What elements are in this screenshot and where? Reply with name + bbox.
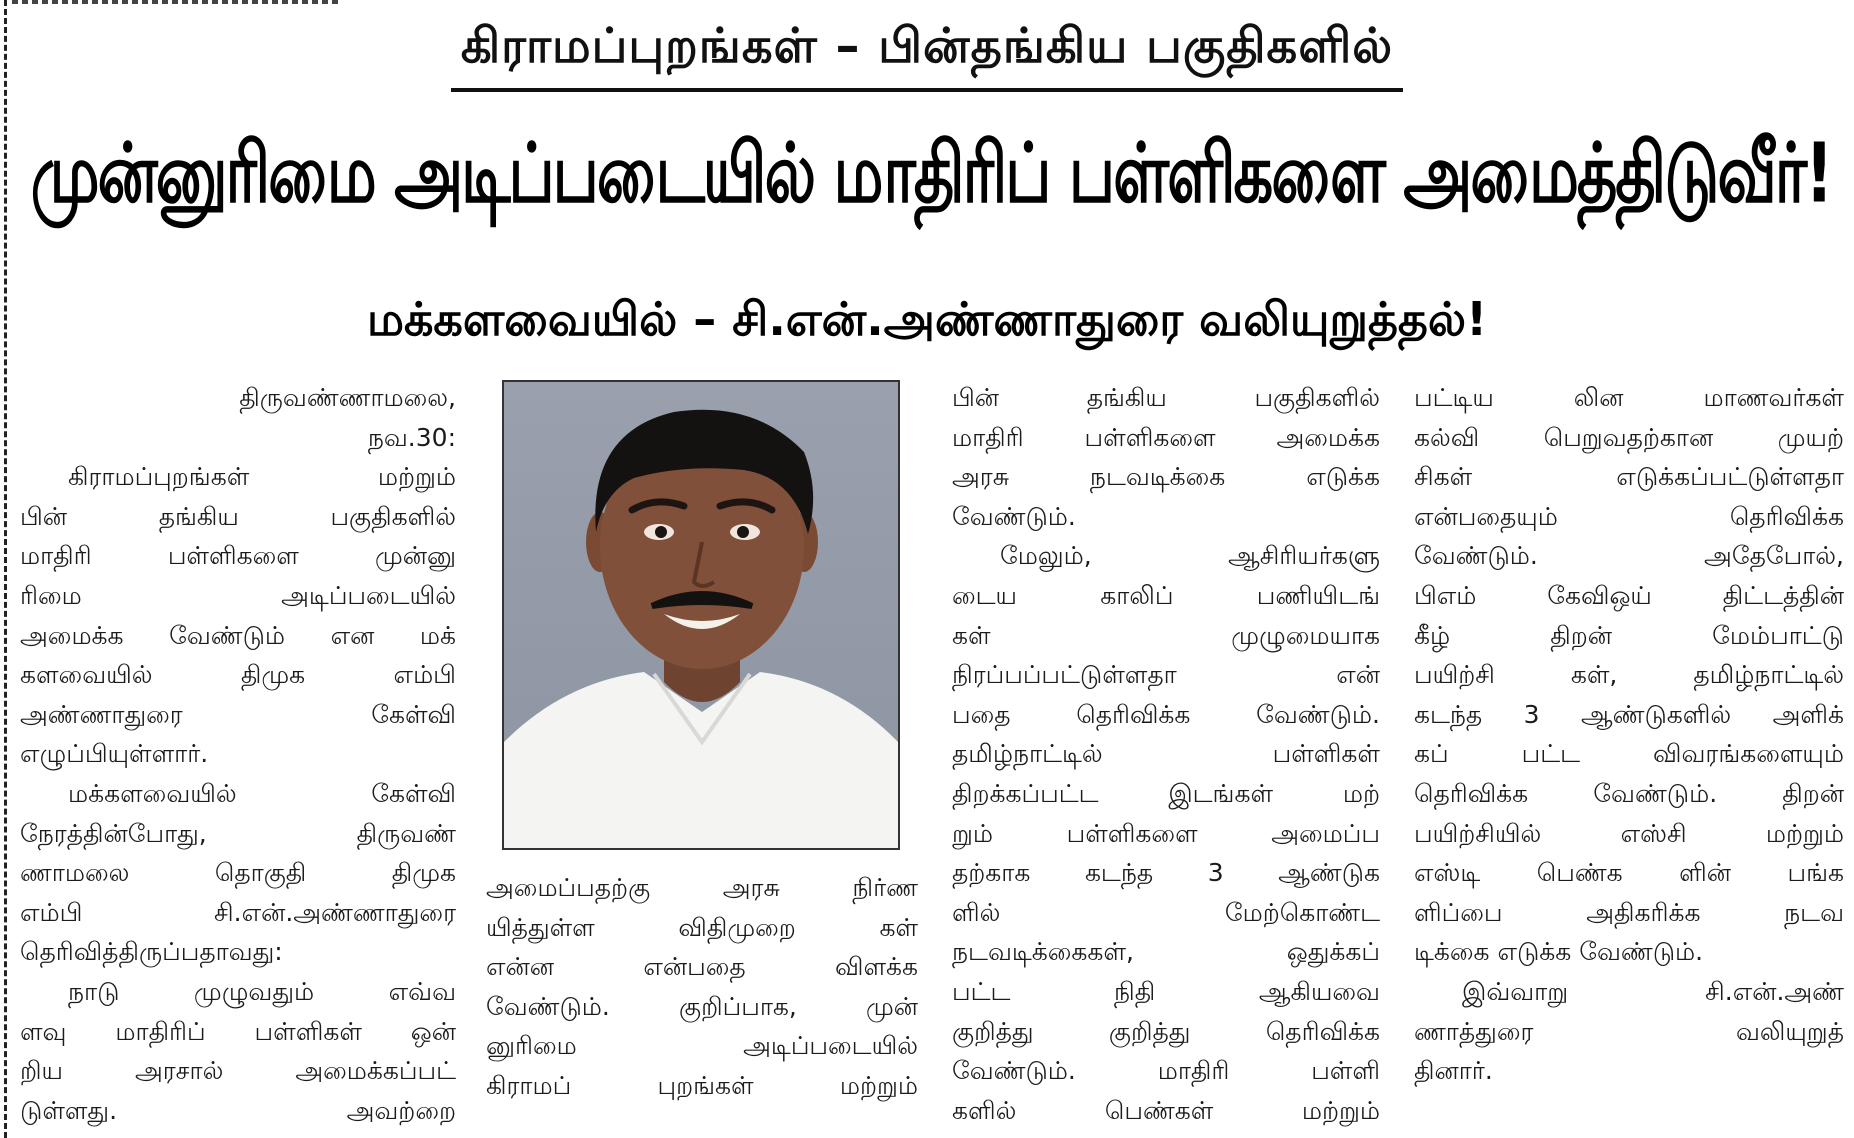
body-line: அரசு நடவடிக்கை எடுக்க: [952, 462, 1380, 492]
body-line: பதை தெரிவிக்க வேண்டும்.: [952, 699, 1380, 729]
body-line: மாதிரி பள்ளிகளை முன்னு: [20, 541, 456, 571]
body-line: குறித்து குறித்து தெரிவிக்க: [952, 1016, 1380, 1046]
body-line: ளவு மாதிரிப் பள்ளிகள் ஒன்: [20, 1016, 456, 1046]
body-line: கப் பட்ட விவரங்களையும்: [1414, 739, 1844, 769]
portrait-illustration: [504, 382, 898, 848]
dateline-place: திருவண்ணாமலை,: [239, 383, 456, 412]
kicker-headline: கிராமப்புறங்கள் – பின்தங்கிய பகுதிகளில்: [451, 18, 1403, 92]
article-column-2: [486, 868, 918, 1106]
body-line: தினார்.: [1414, 1056, 1493, 1086]
body-line: ரிமை அடிப்படையில்: [20, 580, 456, 610]
body-line: பட்டிய லின மாணவர்கள்: [1414, 383, 1844, 412]
body-line: பிஎம் கேவிஒய் திட்டத்தின்: [1414, 580, 1844, 610]
body-line: திறக்கப்பட்ட இடங்கள் மற்: [952, 778, 1380, 808]
body-line: தமிழ்நாட்டில் பள்ளிகள்: [952, 739, 1380, 769]
body-line: யித்துள்ள விதிமுறை கள்: [486, 912, 918, 942]
body-line: மக்களவையில் கேள்வி: [68, 778, 456, 808]
body-line: களில் பெண்கள் மற்றும்: [952, 1095, 1380, 1125]
body-line: ளில் மேற்கொண்ட: [952, 897, 1380, 927]
article-column-1: [20, 378, 456, 1130]
body-line: வேண்டும். மாதிரி பள்ளி: [952, 1056, 1380, 1086]
body-line: ளிப்பை அதிகரிக்க நடவ: [1414, 897, 1844, 927]
body-line: மேலும், ஆசிரியர்களு: [1000, 541, 1380, 571]
dateline-date: நவ.30:: [367, 422, 456, 452]
body-line: டுள்ளது. அவற்றை: [20, 1095, 456, 1125]
body-line: கிராமப் புறங்கள் மற்றும்: [486, 1070, 918, 1100]
body-line: நிரப்பப்பட்டுள்ளதா என்: [952, 660, 1380, 690]
article-column-3: [952, 378, 1380, 1130]
body-line: வேண்டும். குறிப்பாக, முன்: [486, 991, 918, 1021]
main-headline: முன்னுரிமை அடிப்படையில் மாதிரிப் பள்ளிகளை அமைத்திடுவீர்!: [30, 125, 1832, 222]
portrait-photo: [502, 380, 900, 850]
body-line: றும் பள்ளிகளை அமைப்ப: [952, 818, 1380, 848]
body-line: ணாத்துரை வலியுறுத்: [1414, 1016, 1844, 1046]
body-line: என்ன என்பதை விளக்க: [486, 952, 918, 982]
body-line: என்பதையும் தெரிவிக்க: [1414, 501, 1844, 531]
body-line: பயிற்சி கள், தமிழ்நாட்டில்: [1414, 660, 1844, 690]
body-line: தெரிவிக்க வேண்டும். திறன்: [1414, 778, 1844, 808]
body-line: கள் முழுமையாக: [952, 620, 1380, 650]
body-line: றிய அரசால் அமைக்கப்பட்: [20, 1056, 456, 1086]
body-line: தற்காக கடந்த 3 ஆண்டுக: [952, 858, 1380, 888]
body-line: வேண்டும்.: [952, 501, 1076, 531]
body-line: தெரிவித்திருப்பதாவது:: [20, 937, 283, 967]
body-line: கிராமப்புறங்கள் மற்றும்: [68, 462, 456, 492]
body-line: டிக்கை எடுக்க வேண்டும்.: [1414, 937, 1704, 967]
body-line: னுரிமை அடிப்படையில்: [486, 1031, 918, 1061]
body-line: மாதிரி பள்ளிகளை அமைக்க: [952, 422, 1380, 452]
body-line: பட்ட நிதி ஆகியவை: [952, 976, 1380, 1006]
body-line: பின் தங்கிய பகுதிகளில்: [952, 383, 1380, 412]
body-line: களவையில் திமுக எம்பி: [20, 660, 456, 690]
body-line: அமைக்க வேண்டும் என மக்: [20, 620, 456, 650]
body-line: பின் தங்கிய பகுதிகளில்: [20, 501, 456, 531]
body-line: நேரத்தின்போது, திருவண்: [20, 818, 456, 848]
body-line: கடந்த 3 ஆண்டுகளில் அளிக்: [1414, 699, 1844, 729]
body-line: நாடு முழுவதும் எவ்வ: [68, 976, 456, 1006]
sub-headline: மக்களவையில் – சி.என்.அண்ணாதுரை வலியுறுத்தல்!: [366, 292, 1488, 346]
clipping-border: [4, 0, 7, 1138]
body-line: இவ்வாறு சி.என்.அண்: [1462, 976, 1844, 1006]
body-line: எஸ்டி பெண்க ளின் பங்க: [1414, 858, 1844, 888]
clipping-top-edge: [12, 0, 342, 4]
body-line: டைய காலிப் பணியிடங்: [952, 580, 1380, 610]
body-line: அண்ணாதுரை கேள்வி: [20, 699, 456, 729]
article-column-4: [1414, 378, 1844, 1091]
body-line: எழுப்பியுள்ளார்.: [20, 739, 209, 769]
body-line: வேண்டும். அதேபோல்,: [1414, 541, 1844, 571]
kicker-wrapper: [0, 18, 1854, 92]
body-line: பயிற்சியில் எஸ்சி மற்றும்: [1414, 818, 1844, 848]
body-line: கீழ் திறன் மேம்பாட்டு: [1414, 620, 1844, 650]
body-line: நடவடிக்கைகள், ஒதுக்கப்: [952, 937, 1380, 967]
body-line: ணாமலை தொகுதி திமுக: [20, 858, 456, 888]
body-line: சிகள் எடுக்கப்பட்டுள்ளதா: [1414, 462, 1844, 492]
body-line: எம்பி சி.என்.அண்ணாதுரை: [20, 897, 456, 927]
body-line: அமைப்பதற்கு அரசு நிர்ண: [486, 873, 918, 902]
body-line: கல்வி பெறுவதற்கான முயற்: [1414, 422, 1844, 452]
